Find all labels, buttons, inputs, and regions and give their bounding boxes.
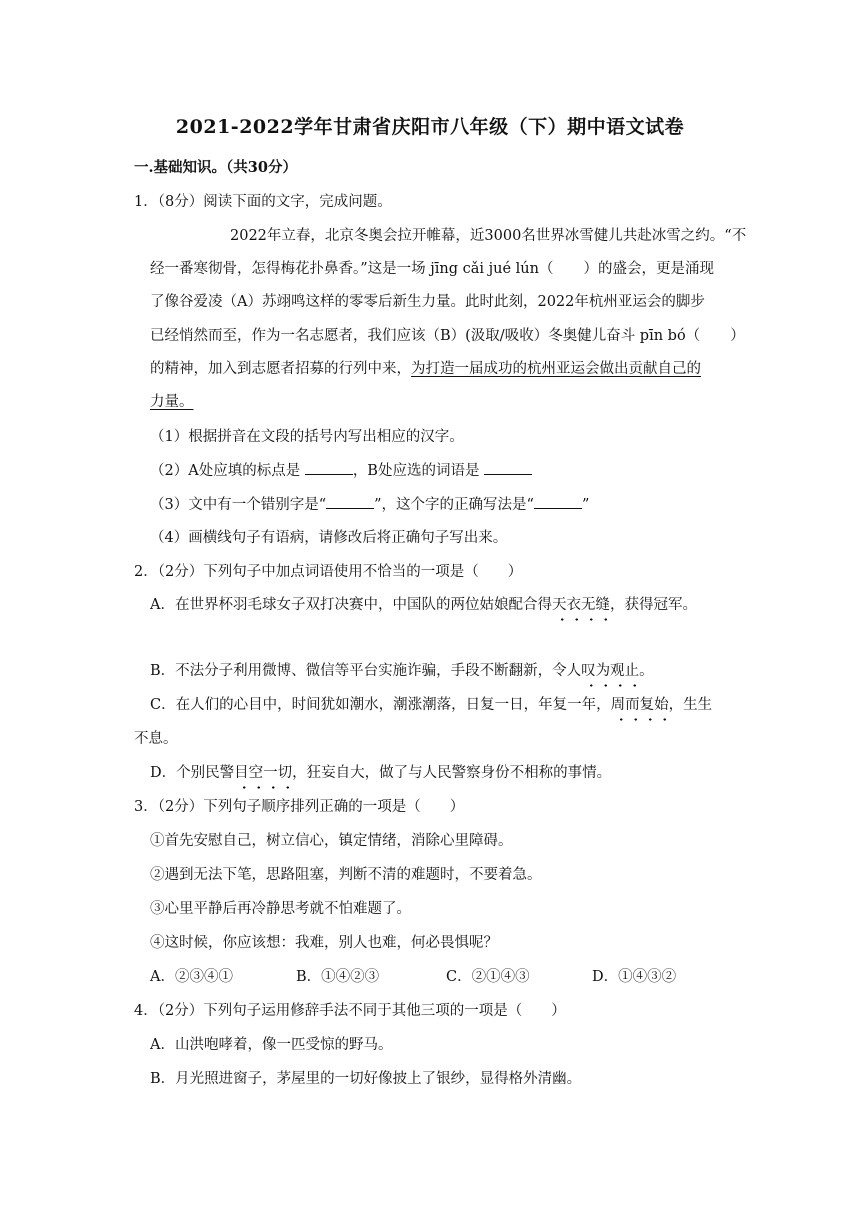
q1-passage-text: 经一番寒彻骨，怎得梅花扑鼻香。”这是一场 jīng cǎi jué lún（: [150, 261, 554, 277]
option-text: C．在人们的心目中，时间犹如潮水，潮涨潮落，日复一日，年复一年，: [150, 697, 611, 713]
option-text: A．在世界杯羽毛球女子双打决赛中，中国队的两位姑娘配合得: [150, 597, 552, 613]
dotted-word: 周而复始: [610, 697, 669, 713]
answer-blank[interactable]: [305, 460, 353, 475]
q2-option-a: [150, 595, 697, 615]
q1-passage-text: 的精神，加入到志愿者招募的行列中来，: [150, 361, 411, 377]
q4-option-a[interactable]: A．山洪咆哮着，像一匹受惊的野马。: [150, 1037, 393, 1053]
q3-option-d[interactable]: D．①④③②: [592, 969, 677, 985]
dotted-word: 目空一切: [234, 765, 293, 781]
option-text: 。: [639, 663, 654, 679]
q3-sentence-3: ③心里平静后再冷静思考就不怕难题了。: [150, 901, 411, 917]
q3-stem: 3．（2分）下列句子顺序排列正确的一项是（ ）: [134, 799, 465, 815]
q2-option-c-continued: 不息。: [134, 731, 178, 747]
q1-sub-text: （2）A处应填的标点是: [150, 463, 301, 479]
q1-sub-text: ，B处应选的词语是: [352, 463, 480, 479]
option-text: ，狂妄自大，做了与人民警察身份不相称的事情。: [292, 765, 612, 781]
q4-stem: 4．（2分）下列句子运用修辞手法不同于其他三项的一项是（ ）: [134, 1003, 566, 1019]
q3-option-a[interactable]: A．②③④①: [150, 969, 233, 985]
q1-subquestion-4: （4）画横线句子有语病，请修改后将正确句子写出来。: [150, 530, 508, 546]
q3-sentence-1: ①首先安慰自己，树立信心，镇定情绪，消除心里障碍。: [150, 833, 513, 849]
option-text: B．不法分子利用微博、微信等平台实施诈骗，手段不断翻新，令人: [150, 663, 582, 679]
q2-option-c: [150, 695, 712, 715]
q1-subquestion-3: [150, 494, 589, 515]
dotted-word: 叹为观止: [581, 663, 640, 679]
q1-stem: 1．（8分）阅读下面的文字，完成问题。: [134, 194, 392, 210]
q3-sentence-4: ④这时候，你应该想：我难，别人也难，何必畏惧呢？: [150, 935, 498, 951]
underlined-sentence-end: 力量。: [150, 394, 194, 410]
q3-option-c[interactable]: C．②①④③: [446, 969, 530, 985]
q1-subquestion-1: （1）根据拼音在文段的括号内写出相应的汉字。: [150, 429, 464, 445]
underlined-sentence: 为打造一届成功的杭州亚运会做出贡献自己的: [411, 361, 701, 377]
q1-subquestion-2: [150, 460, 532, 481]
q3-sentence-2: ②遇到无法下笔，思路阻塞，判断不清的难题时，不要着急。: [150, 867, 542, 883]
q1-passage-text: ）: [730, 328, 745, 344]
q2-option-d: [150, 763, 611, 783]
q2-option-b: [150, 661, 654, 681]
q2-stem: 2．（2分）下列句子中加点词语使用不恰当的一项是（ ）: [134, 564, 523, 580]
q1-passage-line-4: [150, 326, 745, 346]
q1-passage-line-3: 了像谷爱凌（A）苏翊鸣这样的零零后新生力量。此时此刻，2022年杭州亚运会的脚步: [150, 294, 705, 310]
q1-passage-line-2: [150, 259, 714, 279]
q1-passage-text: 已经悄然而至，作为一名志愿者，我们应该（B）(汲取/吸收）冬奥健儿奋斗 pīn bó（: [150, 328, 701, 344]
option-text: ，获得冠军。: [609, 597, 697, 613]
q1-passage-line-1: 2022年立春，北京冬奥会拉开帷幕，近3000名世界冰雪健儿共赴冰雪之约。“不: [230, 228, 747, 244]
q1-passage-line-5: [150, 359, 701, 379]
option-text: D．个别民警: [150, 765, 235, 781]
answer-blank[interactable]: [326, 494, 374, 509]
q3-option-b[interactable]: B．①④②③: [296, 969, 380, 985]
option-text: ，生生: [668, 697, 713, 713]
q1-sub-text: （3）文中有一个错别字是“: [150, 497, 327, 513]
section-heading: 一.基础知识。（共30分）: [134, 159, 297, 176]
q1-passage-text: ）的盛会，更是涌现: [583, 261, 714, 277]
answer-blank[interactable]: [484, 460, 532, 475]
q4-option-b[interactable]: B．月光照进窗子，茅屋里的一切好像披上了银纱，显得格外清幽。: [150, 1071, 582, 1087]
answer-blank[interactable]: [534, 494, 582, 509]
dotted-word: 天衣无缝: [551, 597, 610, 613]
page-title: 2021-2022学年甘肃省庆阳市八年级（下）期中语文试卷: [175, 116, 685, 138]
q1-sub-text: ”: [581, 497, 590, 513]
q1-sub-text: ”，这个字的正确写法是“: [374, 497, 534, 513]
